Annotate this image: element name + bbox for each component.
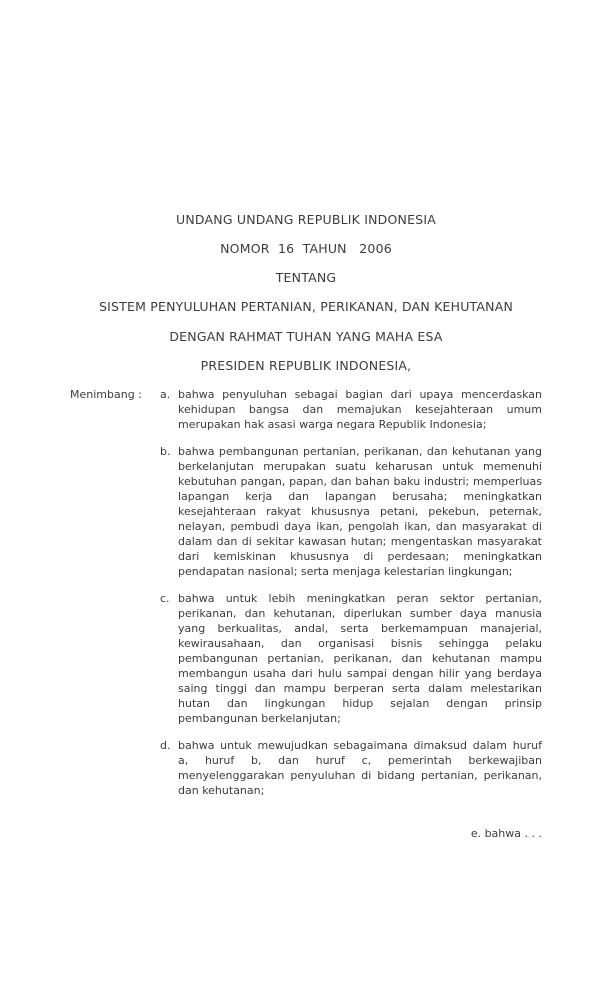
document-title-block	[70, 212, 542, 315]
consideration-item-b	[160, 444, 542, 579]
item-text: bahwa pembangunan pertanian, perikanan, dan kehutanan yang berkelanjutan merupakan suatu keharusan untuk memenuhi kebutuhan pangan, papan, dan bahan baku industri; memperluas lapangan kerja dan lapangan berusaha; meningkatkan kesejahteraan rakyat khususnya petani, pekebun, peternak, nelayan, pembudi daya ikan, pengolah ikan, dan masyarakat di dalam dan di sekitar kawasan hutan; mengentaskan masyarakat dari kemiskinan khususnya di perdesaan; meningkatkan pendapatan nasional; serta menjaga kelestarian lingkungan;	[178, 445, 542, 578]
item-text: bahwa penyuluhan sebagai bagian dari upaya mencerdaskan kehidupan bangsa dan memajukan kesejahteraan umum merupakan hak asasi warga negara Republik Indonesia;	[178, 388, 542, 431]
item-letter: a.	[160, 388, 171, 401]
law-subject: SISTEM PENYULUHAN PERTANIAN, PERIKANAN, DAN KEHUTANAN	[98, 299, 514, 314]
tentang-label: TENTANG	[275, 270, 337, 285]
issuer-line: PRESIDEN REPUBLIK INDONESIA,	[200, 358, 412, 373]
item-text: bahwa untuk mewujudkan sebagaimana dimaksud dalam huruf a, huruf b, dan huruf c, pemerintah berkewajiban menyelenggarakan penyuluhan di bidang pertanian, perikanan, dan kehutanan;	[178, 739, 542, 797]
considerations-list	[160, 387, 542, 810]
item-text: bahwa untuk lebih meningkatkan peran sektor pertanian, perikanan, dan kehutanan, diperlukan sumber daya manusia yang berkualitas, andal, serta berkemampuan manajerial, kewirausahaan, dan organisasi bisnis sehingga pelaku pembangunan pertanian, perikanan, dan kehutanan mampu membangun usaha dari hulu sampai dengan hilir yang berdaya saing tinggi dan mampu berperan serta dalam melestarikan hutan dan lingkungan hidup sejalan dengan prinsip pembangunan berkelanjutan;	[178, 592, 542, 725]
law-number: NOMOR 16 TAHUN 2006	[220, 241, 392, 256]
item-letter: d.	[160, 739, 171, 752]
preamble-block	[70, 329, 542, 374]
page-catchword: e. bahwa . . .	[470, 827, 542, 840]
consideration-item-a	[160, 387, 542, 432]
consideration-item-c	[160, 591, 542, 726]
considerations-section	[70, 387, 542, 810]
menimbang-label: Menimbang :	[70, 388, 142, 401]
item-letter: b.	[160, 445, 171, 458]
item-letter: c.	[160, 592, 170, 605]
consideration-item-d	[160, 738, 542, 798]
law-title: UNDANG UNDANG REPUBLIK INDONESIA	[176, 212, 436, 227]
invocation-line: DENGAN RAHMAT TUHAN YANG MAHA ESA	[169, 329, 443, 344]
